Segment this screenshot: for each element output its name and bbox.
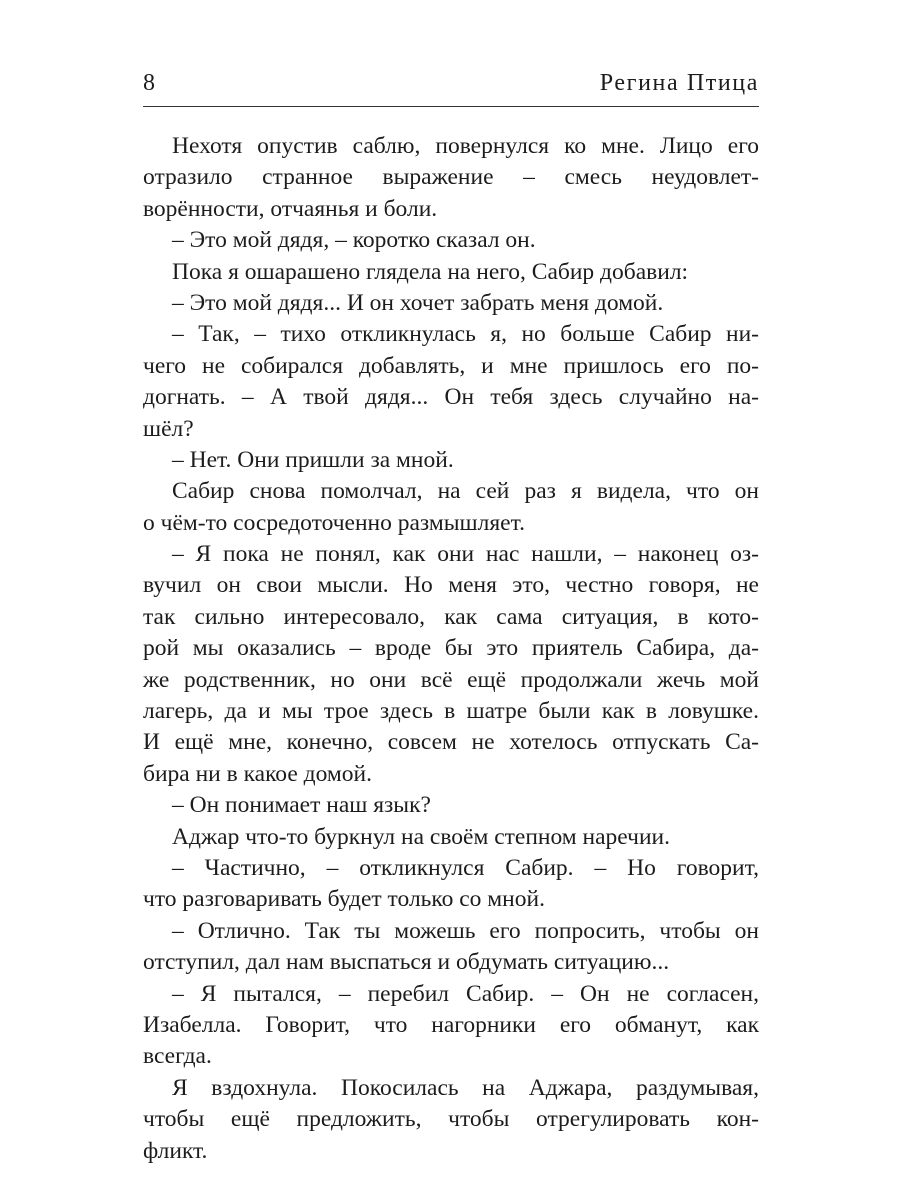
text-line: отразило странное выражение – смесь неудовлет-: [143, 164, 759, 191]
running-head-author: Регина Птица: [599, 70, 759, 96]
text-line: Сабир снова помолчал, на сей раз я видела, что он: [172, 478, 759, 505]
text-line: – Это мой дядя... И он хочет забрать меня домой.: [172, 289, 664, 316]
text-line: Аджар что-то буркнул на своём степном наречии.: [172, 823, 670, 850]
text-line: Пока я ошарашено глядела на него, Сабир добавил:: [172, 258, 689, 285]
body-text: [143, 131, 759, 1167]
text-line: о чём-то сосредоточенно размышляет.: [143, 509, 525, 536]
text-line: – Я пока не понял, как они нас нашли, – наконец оз-: [172, 541, 759, 568]
header-rule: [143, 106, 759, 107]
text-line: чтобы ещё предложить, чтобы отрегулировать кон-: [143, 1106, 759, 1133]
text-line: фликт.: [143, 1137, 208, 1164]
text-line: Изабелла. Говорит, что нагорники его обманут, как: [143, 1011, 759, 1038]
text-line: отступил, дал нам выспаться и обдумать ситуацию...: [143, 949, 670, 976]
text-line: Я вздохнула. Покосилась на Аджара, раздумывая,: [172, 1074, 759, 1101]
text-line: вучил он свои мысли. Но меня это, честно говоря, не: [143, 572, 759, 599]
text-line: Нехотя опустив саблю, повернулся ко мне. Лицо его: [172, 133, 759, 159]
text-line: – Это мой дядя, – коротко сказал он.: [172, 227, 536, 254]
text-line: рой мы оказались – вроде бы это приятель Сабира, да-: [143, 635, 759, 662]
text-line: чего не собирался добавлять, и мне пришлось его по-: [143, 352, 759, 379]
text-line: догнать. – А твой дядя... Он тебя здесь случайно на-: [143, 384, 759, 411]
text-line: – Я пытался, – перебил Сабир. – Он не согласен,: [172, 980, 759, 1007]
text-line: И ещё мне, конечно, совсем не хотелось отпускать Са-: [143, 729, 759, 756]
text-line: – Частично, – откликнулся Сабир. – Но говорит,: [172, 854, 759, 881]
text-line: что разговаривать будет только со мной.: [143, 886, 545, 913]
text-line: – Он понимает наш язык?: [172, 792, 431, 819]
text-line: – Отлично. Так ты можешь его попросить, чтобы он: [172, 917, 759, 944]
text-line: же родственник, но они всё ещё продолжали жечь мой: [143, 666, 759, 693]
text-line: лагерь, да и мы трое здесь в шатре были как в ловушке.: [143, 698, 759, 725]
text-line: ворённости, отчаянья и боли.: [143, 195, 438, 222]
page-header: [143, 68, 759, 104]
text-line: – Нет. Они пришли за мной.: [172, 446, 454, 473]
text-line: бира ни в какое домой.: [143, 760, 372, 787]
page-number: 8: [143, 70, 155, 96]
text-line: так сильно интересовало, как сама ситуация, в кото-: [143, 603, 759, 630]
text-line: всегда.: [143, 1043, 212, 1070]
text-line: шёл?: [143, 415, 194, 442]
text-line: – Так, – тихо откликнулась я, но больше Сабир ни-: [172, 321, 759, 348]
